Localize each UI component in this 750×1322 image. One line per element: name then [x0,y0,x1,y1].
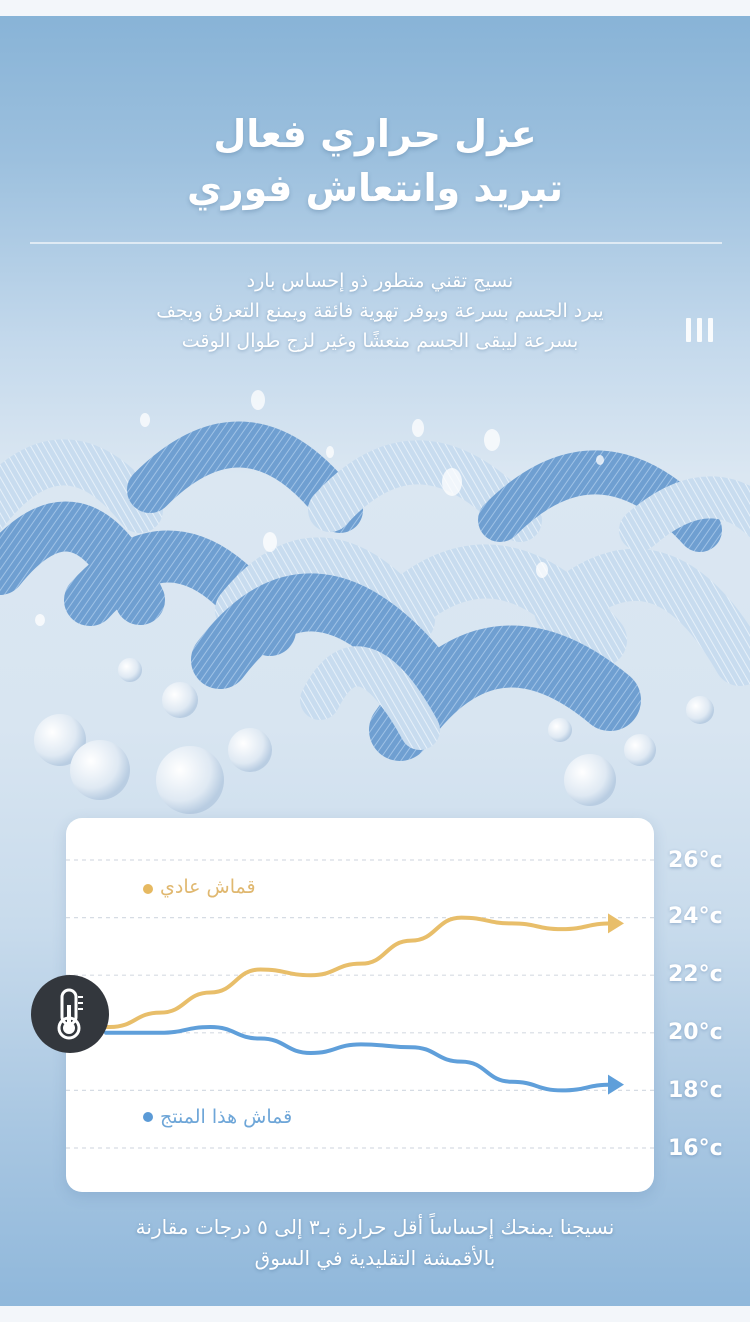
bottom-band [0,1306,750,1322]
y-tick-18: 18°c [668,1078,723,1103]
thermometer-icon [31,975,109,1053]
y-tick-22: 22°c [668,962,723,987]
title-line-1: عزل حراري فعال [213,112,537,156]
description-line-2: يبرد الجسم بسرعة ويوفر تهوية فائقة ويمنع التعرق ويجف [156,300,604,322]
description-line-3: بسرعة ليبقى الجسم منعشًا وغير لزج طوال الوقت [181,330,579,352]
legend-dot-product [143,1112,153,1122]
description-line-1: نسيج تقني متطور ذو إحساس بارد [246,270,514,292]
series-arrow-product-fabric [608,1075,624,1095]
y-tick-26: 26°c [668,848,723,873]
caption-line-2: بالأقمشة التقليدية في السوق [254,1246,496,1270]
title-line-2: تبريد وانتعاش فوري [186,166,564,210]
legend-normal-fabric: قماش عادي [160,876,256,898]
y-tick-24: 24°c [668,904,723,929]
series-line-product-fabric [106,1027,612,1090]
y-tick-20: 20°c [668,1020,723,1045]
series-line-normal-fabric [106,918,612,1027]
caption-line-1: نسيجنا يمنحك إحساساً أقل حرارة بـ٣ إلى ٥ درجات مقارنة [135,1215,615,1239]
y-tick-16: 16°c [668,1136,723,1161]
series-arrow-normal-fabric [608,913,624,933]
legend-dot-normal [143,884,153,894]
legend-product-fabric: قماش هذا المنتج [160,1106,293,1128]
